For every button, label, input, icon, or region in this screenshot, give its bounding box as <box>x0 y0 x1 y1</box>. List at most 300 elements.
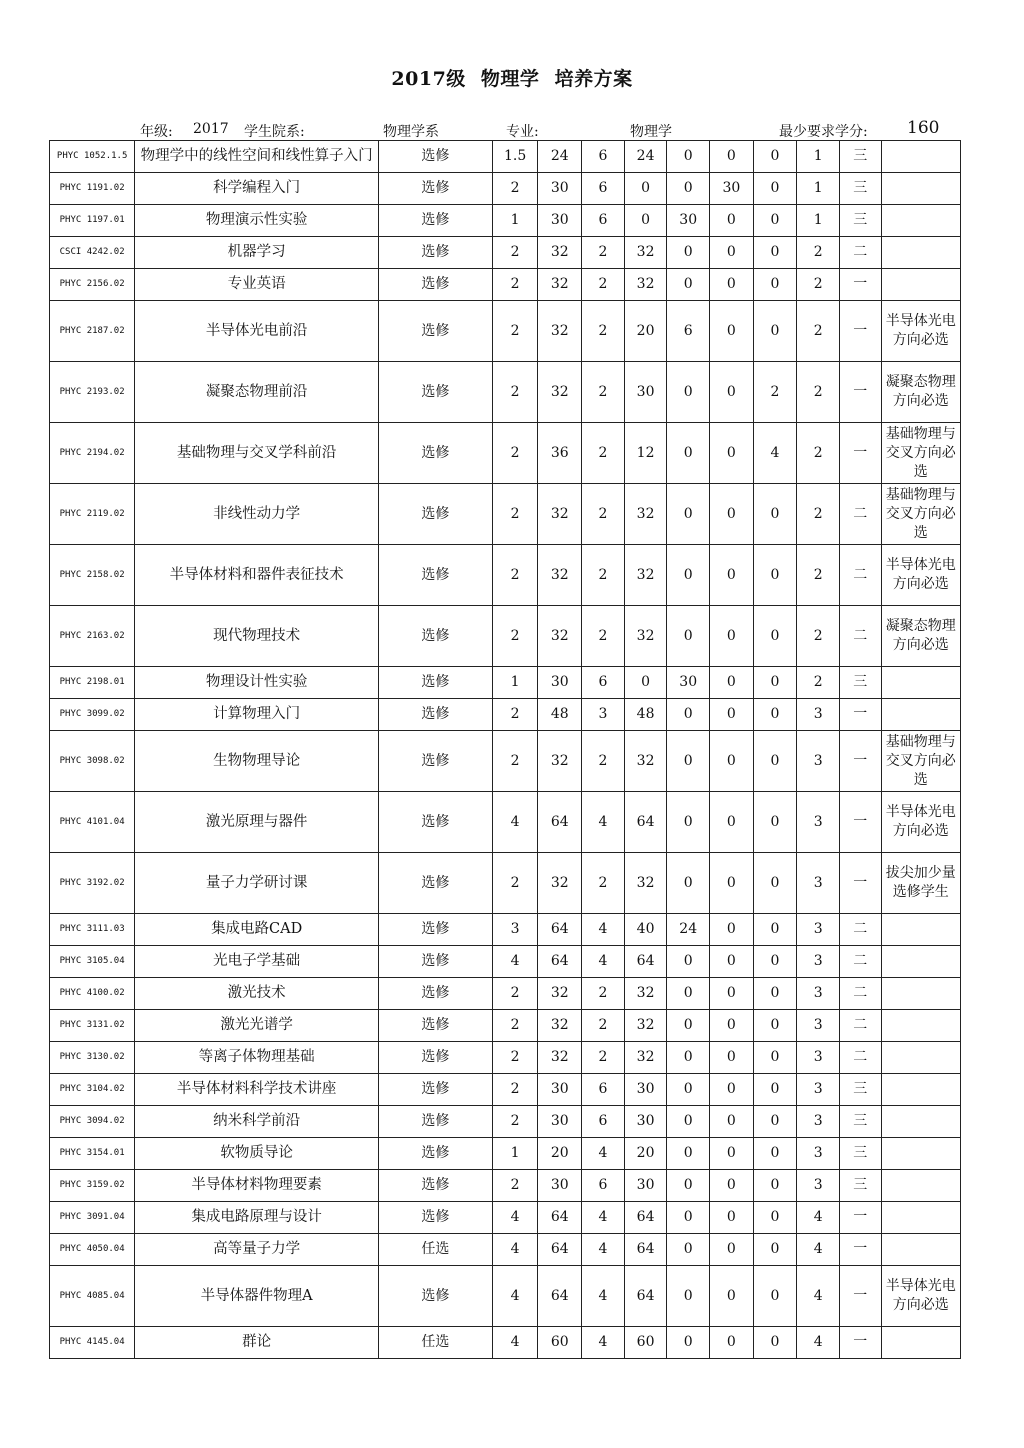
course-other-hours: 0 <box>753 1170 797 1202</box>
course-hours: 30 <box>538 1106 582 1138</box>
course-other-hours: 0 <box>753 978 797 1010</box>
course-lab-hours: 30 <box>667 205 710 237</box>
course-term: 二 <box>839 914 881 946</box>
course-lab-hours: 0 <box>667 173 710 205</box>
course-type: 任选 <box>379 1327 493 1359</box>
course-credit: 2 <box>492 1010 538 1042</box>
table-row <box>50 606 961 667</box>
course-credit: 1 <box>492 205 538 237</box>
course-note: 凝聚态物理方向必选 <box>881 606 960 667</box>
course-lab-hours: 0 <box>667 1074 710 1106</box>
course-term: 一 <box>839 1327 881 1359</box>
course-name: 光电子学基础 <box>135 946 379 978</box>
course-term: 一 <box>839 362 881 423</box>
course-term: 二 <box>839 946 881 978</box>
course-code: PHYC 4101.04 <box>50 792 135 853</box>
course-term: 一 <box>839 731 881 792</box>
course-year: 3 <box>797 699 840 731</box>
course-name: 机器学习 <box>135 237 379 269</box>
course-year: 2 <box>797 269 840 301</box>
course-year: 4 <box>797 1202 840 1234</box>
course-code: PHYC 4145.04 <box>50 1327 135 1359</box>
course-lecture-hours: 64 <box>624 946 667 978</box>
course-weekly-hours: 2 <box>582 606 625 667</box>
course-name: 纳米科学前沿 <box>135 1106 379 1138</box>
course-lab-hours: 0 <box>667 1010 710 1042</box>
course-hours: 32 <box>538 978 582 1010</box>
course-lab-hours: 0 <box>667 1170 710 1202</box>
course-code: PHYC 1052.1.5 <box>50 141 135 173</box>
course-name: 现代物理技术 <box>135 606 379 667</box>
grade-label: 年级: <box>140 124 173 140</box>
title-plan: 培养方案 <box>554 68 633 90</box>
course-hours: 64 <box>538 1234 582 1266</box>
course-practice-hours: 0 <box>710 1234 754 1266</box>
course-weekly-hours: 4 <box>582 1138 625 1170</box>
course-term: 二 <box>839 978 881 1010</box>
title-year: 2017级 <box>391 68 466 90</box>
course-other-hours: 0 <box>753 606 797 667</box>
course-hours: 64 <box>538 1202 582 1234</box>
course-credit: 2 <box>492 423 538 484</box>
course-weekly-hours: 6 <box>582 205 625 237</box>
course-type: 选修 <box>379 914 493 946</box>
course-term: 三 <box>839 141 881 173</box>
course-name: 物理学中的线性空间和线性算子入门 <box>135 141 379 173</box>
course-type: 选修 <box>379 1170 493 1202</box>
course-term: 二 <box>839 484 881 545</box>
table-row <box>50 1138 961 1170</box>
course-weekly-hours: 6 <box>582 1106 625 1138</box>
course-lecture-hours: 0 <box>624 205 667 237</box>
course-code: PHYC 4085.04 <box>50 1266 135 1327</box>
course-term: 一 <box>839 301 881 362</box>
course-weekly-hours: 2 <box>582 731 625 792</box>
course-credit: 4 <box>492 1327 538 1359</box>
course-practice-hours: 0 <box>710 362 754 423</box>
course-name: 半导体材料科学技术讲座 <box>135 1074 379 1106</box>
course-term: 二 <box>839 237 881 269</box>
title-major: 物理学 <box>480 68 540 90</box>
course-code: PHYC 3192.02 <box>50 853 135 914</box>
course-type: 选修 <box>379 699 493 731</box>
course-year: 2 <box>797 606 840 667</box>
table-row <box>50 1106 961 1138</box>
course-lab-hours: 0 <box>667 606 710 667</box>
course-lecture-hours: 24 <box>624 141 667 173</box>
course-other-hours: 2 <box>753 362 797 423</box>
course-practice-hours: 0 <box>710 301 754 362</box>
course-hours: 60 <box>538 1327 582 1359</box>
course-name: 物理演示性实验 <box>135 205 379 237</box>
course-weekly-hours: 6 <box>582 1170 625 1202</box>
course-lecture-hours: 64 <box>624 1202 667 1234</box>
course-lecture-hours: 30 <box>624 1074 667 1106</box>
table-row <box>50 1010 961 1042</box>
course-name: 基础物理与交叉学科前沿 <box>135 423 379 484</box>
course-other-hours: 0 <box>753 731 797 792</box>
table-row <box>50 1202 961 1234</box>
course-year: 3 <box>797 1170 840 1202</box>
course-lab-hours: 0 <box>667 1327 710 1359</box>
course-name: 半导体器件物理A <box>135 1266 379 1327</box>
course-lecture-hours: 32 <box>624 978 667 1010</box>
course-hours: 64 <box>538 946 582 978</box>
course-lab-hours: 0 <box>667 545 710 606</box>
course-weekly-hours: 4 <box>582 1234 625 1266</box>
course-other-hours: 0 <box>753 545 797 606</box>
course-code: PHYC 3130.02 <box>50 1042 135 1074</box>
course-credit: 2 <box>492 237 538 269</box>
course-weekly-hours: 4 <box>582 1202 625 1234</box>
course-year: 2 <box>797 545 840 606</box>
course-code: PHYC 4100.02 <box>50 978 135 1010</box>
course-note <box>881 141 960 173</box>
course-weekly-hours: 2 <box>582 362 625 423</box>
credit-value: 160 <box>907 118 940 138</box>
course-code: PHYC 2198.01 <box>50 667 135 699</box>
course-term: 三 <box>839 205 881 237</box>
course-year: 4 <box>797 1234 840 1266</box>
table-row <box>50 173 961 205</box>
course-lecture-hours: 32 <box>624 1042 667 1074</box>
course-lecture-hours: 32 <box>624 545 667 606</box>
table-row <box>50 667 961 699</box>
course-year: 2 <box>797 301 840 362</box>
course-other-hours: 0 <box>753 301 797 362</box>
course-weekly-hours: 2 <box>582 545 625 606</box>
course-term: 二 <box>839 606 881 667</box>
course-note <box>881 237 960 269</box>
course-practice-hours: 0 <box>710 792 754 853</box>
table-row <box>50 362 961 423</box>
course-lecture-hours: 32 <box>624 731 667 792</box>
course-code: PHYC 2163.02 <box>50 606 135 667</box>
course-practice-hours: 0 <box>710 1327 754 1359</box>
course-name: 生物物理导论 <box>135 731 379 792</box>
course-lab-hours: 0 <box>667 269 710 301</box>
course-year: 2 <box>797 423 840 484</box>
course-year: 3 <box>797 1042 840 1074</box>
course-term: 三 <box>839 173 881 205</box>
course-term: 二 <box>839 1010 881 1042</box>
course-code: PHYC 2187.02 <box>50 301 135 362</box>
course-year: 3 <box>797 731 840 792</box>
table-row <box>50 423 961 484</box>
course-note: 半导体光电方向必选 <box>881 792 960 853</box>
course-weekly-hours: 2 <box>582 269 625 301</box>
course-practice-hours: 0 <box>710 946 754 978</box>
course-lecture-hours: 30 <box>624 1106 667 1138</box>
course-note <box>881 914 960 946</box>
course-type: 选修 <box>379 731 493 792</box>
course-hours: 36 <box>538 423 582 484</box>
course-hours: 64 <box>538 1266 582 1327</box>
course-type: 选修 <box>379 484 493 545</box>
course-lecture-hours: 20 <box>624 301 667 362</box>
course-credit: 2 <box>492 301 538 362</box>
course-lab-hours: 0 <box>667 237 710 269</box>
course-lab-hours: 0 <box>667 946 710 978</box>
course-credit: 2 <box>492 1042 538 1074</box>
course-credit: 4 <box>492 792 538 853</box>
course-practice-hours: 0 <box>710 205 754 237</box>
course-name: 等离子体物理基础 <box>135 1042 379 1074</box>
table-row <box>50 484 961 545</box>
course-lecture-hours: 32 <box>624 484 667 545</box>
course-note <box>881 1010 960 1042</box>
table-row <box>50 731 961 792</box>
table-row <box>50 141 961 173</box>
credit-label: 最少要求学分: <box>779 124 868 140</box>
course-type: 选修 <box>379 301 493 362</box>
course-year: 3 <box>797 946 840 978</box>
course-name: 群论 <box>135 1327 379 1359</box>
course-credit: 2 <box>492 853 538 914</box>
course-lab-hours: 0 <box>667 1234 710 1266</box>
course-credit: 2 <box>492 269 538 301</box>
course-practice-hours: 0 <box>710 1042 754 1074</box>
course-weekly-hours: 2 <box>582 1010 625 1042</box>
course-note <box>881 269 960 301</box>
course-note <box>881 173 960 205</box>
course-lecture-hours: 60 <box>624 1327 667 1359</box>
course-code: PHYC 2194.02 <box>50 423 135 484</box>
course-name: 半导体材料物理要素 <box>135 1170 379 1202</box>
course-hours: 30 <box>538 667 582 699</box>
course-other-hours: 0 <box>753 173 797 205</box>
course-year: 1 <box>797 205 840 237</box>
course-type: 选修 <box>379 269 493 301</box>
course-note <box>881 699 960 731</box>
course-year: 3 <box>797 792 840 853</box>
course-term: 一 <box>839 1234 881 1266</box>
course-lecture-hours: 64 <box>624 792 667 853</box>
course-practice-hours: 0 <box>710 1202 754 1234</box>
course-lab-hours: 0 <box>667 853 710 914</box>
course-note <box>881 667 960 699</box>
course-credit: 2 <box>492 362 538 423</box>
course-credit: 2 <box>492 1170 538 1202</box>
course-year: 3 <box>797 914 840 946</box>
course-hours: 32 <box>538 362 582 423</box>
course-other-hours: 0 <box>753 1266 797 1327</box>
course-practice-hours: 0 <box>710 1138 754 1170</box>
course-practice-hours: 0 <box>710 269 754 301</box>
course-note <box>881 1074 960 1106</box>
course-other-hours: 0 <box>753 667 797 699</box>
course-type: 选修 <box>379 1138 493 1170</box>
course-term: 三 <box>839 1138 881 1170</box>
course-code: PHYC 3094.02 <box>50 1106 135 1138</box>
course-other-hours: 0 <box>753 914 797 946</box>
course-hours: 32 <box>538 1010 582 1042</box>
course-practice-hours: 0 <box>710 1106 754 1138</box>
course-type: 选修 <box>379 1042 493 1074</box>
course-code: PHYC 3131.02 <box>50 1010 135 1042</box>
course-weekly-hours: 2 <box>582 853 625 914</box>
course-name: 高等量子力学 <box>135 1234 379 1266</box>
table-row <box>50 978 961 1010</box>
course-code: PHYC 2119.02 <box>50 484 135 545</box>
course-hours: 30 <box>538 1074 582 1106</box>
course-other-hours: 0 <box>753 1106 797 1138</box>
course-name: 激光原理与器件 <box>135 792 379 853</box>
table-row <box>50 1042 961 1074</box>
course-other-hours: 0 <box>753 269 797 301</box>
course-credit: 2 <box>492 731 538 792</box>
course-credit: 2 <box>492 1074 538 1106</box>
course-weekly-hours: 2 <box>582 301 625 362</box>
course-term: 三 <box>839 1074 881 1106</box>
course-lecture-hours: 40 <box>624 914 667 946</box>
course-practice-hours: 0 <box>710 484 754 545</box>
course-other-hours: 0 <box>753 1234 797 1266</box>
course-credit: 2 <box>492 484 538 545</box>
course-lecture-hours: 30 <box>624 1170 667 1202</box>
course-term: 二 <box>839 545 881 606</box>
course-practice-hours: 0 <box>710 1010 754 1042</box>
course-type: 选修 <box>379 362 493 423</box>
major-value: 物理学 <box>630 124 672 140</box>
course-lab-hours: 0 <box>667 1042 710 1074</box>
course-hours: 30 <box>538 205 582 237</box>
course-term: 一 <box>839 1202 881 1234</box>
course-name: 激光技术 <box>135 978 379 1010</box>
course-practice-hours: 0 <box>710 1074 754 1106</box>
course-year: 3 <box>797 1138 840 1170</box>
table-row <box>50 237 961 269</box>
course-other-hours: 0 <box>753 1010 797 1042</box>
course-hours: 32 <box>538 545 582 606</box>
course-note: 基础物理与交叉方向必选 <box>881 484 960 545</box>
course-lecture-hours: 32 <box>624 1010 667 1042</box>
course-year: 2 <box>797 484 840 545</box>
course-credit: 2 <box>492 699 538 731</box>
meta-bar <box>0 118 1024 141</box>
course-type: 任选 <box>379 1234 493 1266</box>
table-row <box>50 269 961 301</box>
course-type: 选修 <box>379 1266 493 1327</box>
table-row <box>50 1327 961 1359</box>
course-other-hours: 0 <box>753 1138 797 1170</box>
course-other-hours: 0 <box>753 484 797 545</box>
course-practice-hours: 0 <box>710 731 754 792</box>
course-hours: 32 <box>538 484 582 545</box>
course-note: 半导体光电方向必选 <box>881 1266 960 1327</box>
course-lecture-hours: 0 <box>624 173 667 205</box>
course-code: PHYC 1197.01 <box>50 205 135 237</box>
course-weekly-hours: 6 <box>582 667 625 699</box>
table-row <box>50 545 961 606</box>
course-lecture-hours: 32 <box>624 237 667 269</box>
course-name: 软物质导论 <box>135 1138 379 1170</box>
course-term: 一 <box>839 853 881 914</box>
major-label: 专业: <box>506 124 539 140</box>
course-weekly-hours: 2 <box>582 237 625 269</box>
course-lecture-hours: 12 <box>624 423 667 484</box>
course-practice-hours: 0 <box>710 545 754 606</box>
course-code: PHYC 3104.02 <box>50 1074 135 1106</box>
course-table <box>49 140 961 1359</box>
course-type: 选修 <box>379 173 493 205</box>
course-code: PHYC 4050.04 <box>50 1234 135 1266</box>
course-hours: 24 <box>538 141 582 173</box>
course-lab-hours: 0 <box>667 1106 710 1138</box>
course-hours: 32 <box>538 237 582 269</box>
course-term: 三 <box>839 1170 881 1202</box>
course-weekly-hours: 4 <box>582 1327 625 1359</box>
course-hours: 32 <box>538 731 582 792</box>
course-lab-hours: 0 <box>667 731 710 792</box>
course-practice-hours: 0 <box>710 1170 754 1202</box>
course-hours: 20 <box>538 1138 582 1170</box>
course-note: 基础物理与交叉方向必选 <box>881 731 960 792</box>
course-code: CSCI 4242.02 <box>50 237 135 269</box>
course-year: 3 <box>797 853 840 914</box>
course-name: 半导体材料和器件表征技术 <box>135 545 379 606</box>
course-weekly-hours: 2 <box>582 484 625 545</box>
course-type: 选修 <box>379 853 493 914</box>
course-credit: 4 <box>492 1202 538 1234</box>
course-lab-hours: 6 <box>667 301 710 362</box>
course-lecture-hours: 64 <box>624 1234 667 1266</box>
course-credit: 2 <box>492 978 538 1010</box>
course-practice-hours: 0 <box>710 667 754 699</box>
table-row <box>50 1266 961 1327</box>
course-lecture-hours: 0 <box>624 667 667 699</box>
table-row <box>50 205 961 237</box>
course-other-hours: 0 <box>753 237 797 269</box>
course-note <box>881 1042 960 1074</box>
course-name: 激光光谱学 <box>135 1010 379 1042</box>
course-weekly-hours: 3 <box>582 699 625 731</box>
course-hours: 32 <box>538 301 582 362</box>
course-name: 半导体光电前沿 <box>135 301 379 362</box>
course-type: 选修 <box>379 667 493 699</box>
course-note <box>881 1106 960 1138</box>
table-row <box>50 1234 961 1266</box>
course-type: 选修 <box>379 423 493 484</box>
course-note <box>881 205 960 237</box>
course-lab-hours: 0 <box>667 1202 710 1234</box>
course-note: 拔尖加少量选修学生 <box>881 853 960 914</box>
table-row <box>50 946 961 978</box>
course-other-hours: 0 <box>753 699 797 731</box>
course-lab-hours: 0 <box>667 423 710 484</box>
course-lab-hours: 0 <box>667 1138 710 1170</box>
course-name: 计算物理入门 <box>135 699 379 731</box>
course-other-hours: 0 <box>753 946 797 978</box>
table-row <box>50 1170 961 1202</box>
course-name: 非线性动力学 <box>135 484 379 545</box>
course-note <box>881 1327 960 1359</box>
course-credit: 2 <box>492 545 538 606</box>
course-lab-hours: 0 <box>667 792 710 853</box>
course-type: 选修 <box>379 792 493 853</box>
course-lecture-hours: 48 <box>624 699 667 731</box>
page-title <box>0 64 1024 91</box>
course-name: 集成电路CAD <box>135 914 379 946</box>
course-code: PHYC 3091.04 <box>50 1202 135 1234</box>
course-lecture-hours: 64 <box>624 1266 667 1327</box>
course-lab-hours: 24 <box>667 914 710 946</box>
course-lecture-hours: 20 <box>624 1138 667 1170</box>
course-other-hours: 0 <box>753 1202 797 1234</box>
course-hours: 30 <box>538 1170 582 1202</box>
course-year: 4 <box>797 1327 840 1359</box>
course-hours: 64 <box>538 914 582 946</box>
